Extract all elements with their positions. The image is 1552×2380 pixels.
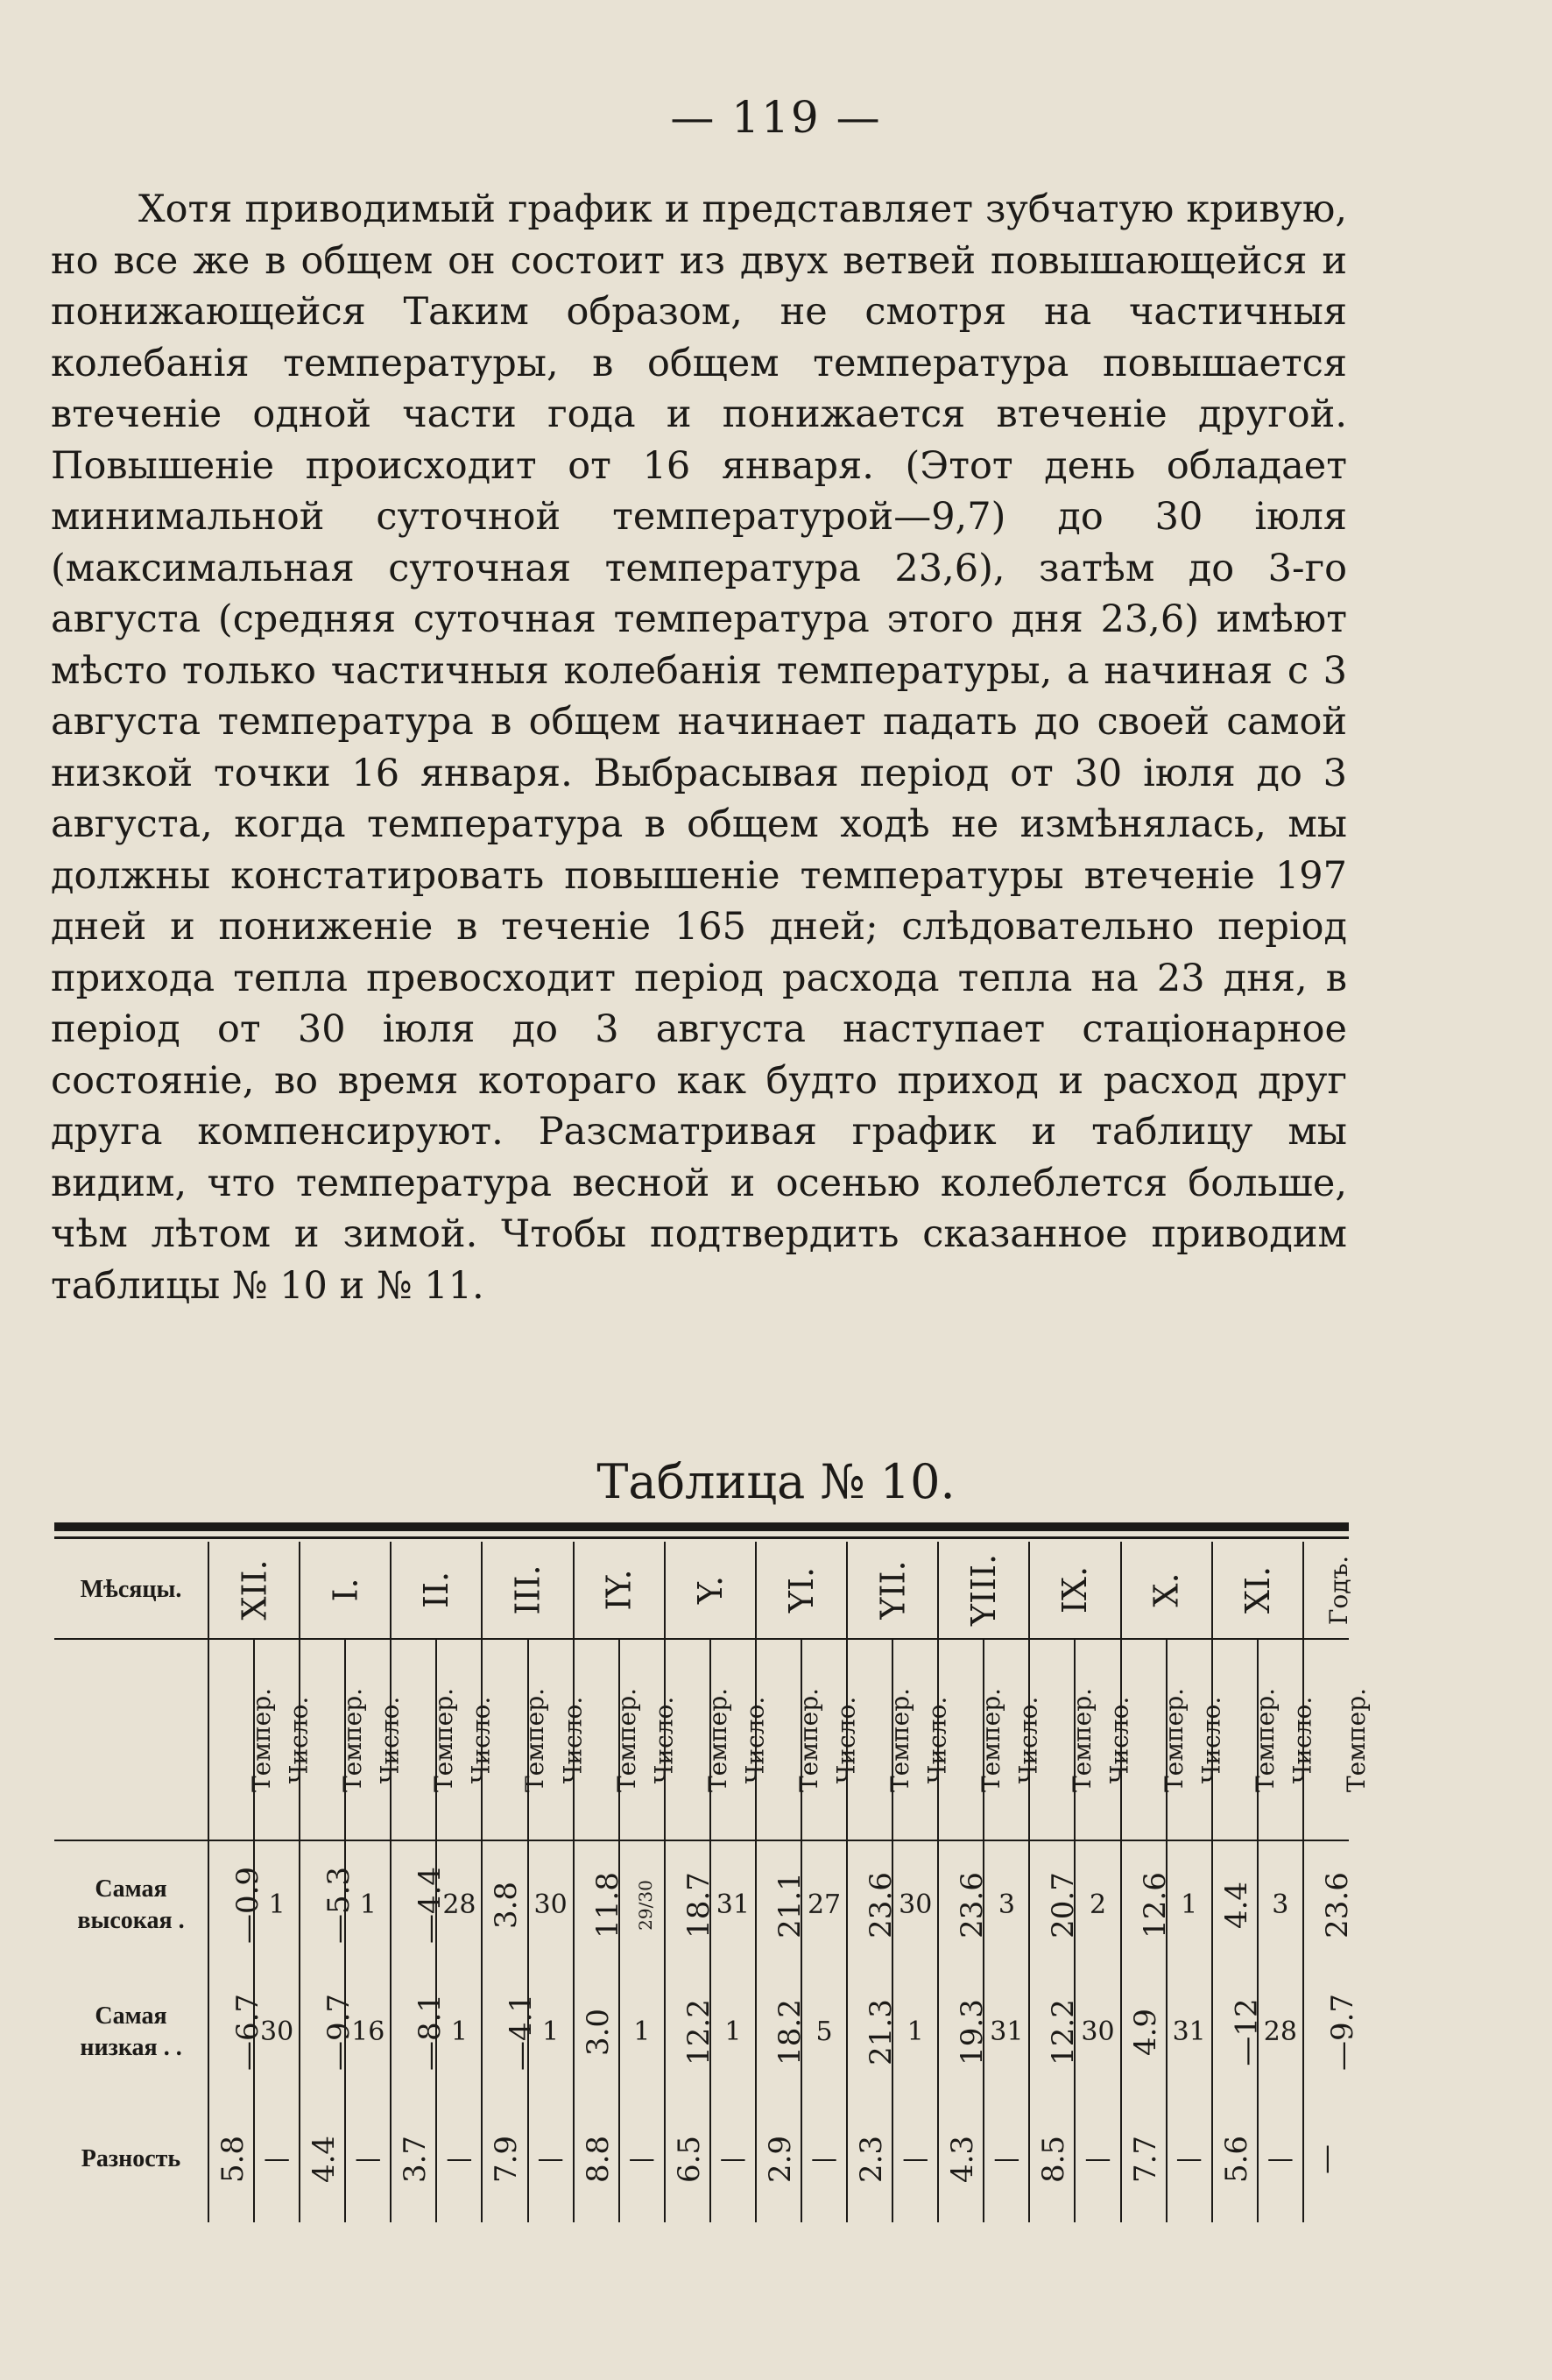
month-label: YII. (873, 1560, 913, 1620)
temperature-value: 18.2 (772, 1998, 808, 2066)
sub-header-label: Темпер. (611, 1687, 641, 1792)
table-cell (892, 2095, 938, 2222)
temperature-value: 3.0 (580, 2008, 616, 2056)
table-cell (710, 1968, 756, 2095)
sub-header-label: Темпер. (247, 1687, 277, 1792)
table-cell (528, 1840, 574, 1968)
table-cell (710, 2095, 756, 2222)
table-row (54, 1968, 1349, 2095)
sub-header-label: Число. (466, 1696, 496, 1783)
table-cell (619, 1840, 665, 1968)
table-cell (938, 2095, 984, 2222)
table-top-rule-thin (54, 1536, 1349, 1539)
day-value: 31 (716, 1889, 750, 1920)
day-value: — (1266, 2143, 1294, 2174)
temperature-value: 3.7 (398, 2135, 434, 2183)
month-cell (300, 1542, 391, 1639)
day-value: — (1175, 2143, 1203, 2174)
month-label: XII. (235, 1559, 274, 1621)
table-cell (801, 1968, 847, 2095)
table-cell (756, 1968, 808, 2095)
table-cell (938, 1840, 991, 1968)
temperature-value: — (1309, 2143, 1344, 2174)
table-cell (1212, 1968, 1265, 2095)
table-cell (1075, 1840, 1120, 1968)
table-cell (436, 2095, 482, 2222)
temperature-value: 20.7 (1046, 1871, 1082, 1939)
sub-header-blank (54, 1639, 208, 1840)
table-cell (665, 1840, 716, 1968)
temperature-value: —8.1 (413, 1993, 448, 2071)
temperature-value: —5.3 (321, 1866, 357, 1944)
day-value: 3 (998, 1889, 1015, 1920)
sub-header-label: Темпер. (702, 1687, 732, 1792)
table-cell (345, 2095, 391, 2222)
sub-header-label: Число. (740, 1696, 770, 1783)
temperature-value: 8.8 (580, 2135, 616, 2183)
day-value: 30 (899, 1889, 933, 1920)
sub-header-label: Число. (1104, 1696, 1134, 1783)
table-cell (1029, 1840, 1082, 1968)
day-value: 30 (260, 2016, 294, 2047)
temperature-value: —12 (1229, 1997, 1265, 2066)
table-cell (1258, 1840, 1303, 1968)
table-cell (619, 2095, 665, 2222)
table-cell (665, 1968, 716, 2095)
table-cell (1075, 1968, 1120, 2095)
day-value: — (264, 2143, 291, 2174)
table-cell (1029, 2095, 1075, 2222)
sub-header-label: Темпер. (794, 1687, 823, 1792)
temperature-value: 4.9 (1127, 2008, 1163, 2056)
temperature-value: 7.7 (1127, 2135, 1163, 2183)
month-cell (1212, 1542, 1303, 1639)
month-label: IX. (1055, 1565, 1095, 1614)
temperature-value: 4.4 (307, 2135, 342, 2183)
month-label: I. (326, 1578, 365, 1602)
temperature-value: 3.8 (489, 1881, 525, 1929)
table-cell (1303, 1840, 1355, 1968)
table-cell (938, 1968, 991, 2095)
temperature-value: 7.9 (489, 2135, 525, 2183)
table-cell (1212, 1840, 1258, 1968)
table-cell (482, 1840, 527, 1968)
table-cell (254, 2095, 300, 2222)
month-header: Мѣсяцы. (54, 1542, 208, 1639)
table-cell (482, 1968, 540, 2095)
temperature-value: —0.9 (230, 1866, 266, 1944)
day-value: 1 (450, 2016, 468, 2047)
day-value: 28 (1263, 2016, 1297, 2047)
month-label: XI. (1238, 1565, 1277, 1614)
day-value: 1 (724, 2016, 742, 2047)
row-label: Самая низкая . . (80, 2002, 182, 2061)
month-cell (665, 1542, 756, 1639)
day-value: 1 (542, 2016, 560, 2047)
table-cell (1303, 2095, 1349, 2222)
sub-header-label: Число. (1196, 1696, 1225, 1783)
table-cell (574, 1968, 619, 2095)
temperature-value: 23.6 (863, 1871, 899, 1939)
sub-header-label: Число. (557, 1696, 587, 1783)
table-cell (1167, 1968, 1212, 2095)
table-cell (208, 2095, 254, 2222)
table-cell (482, 2095, 527, 2222)
day-value: 1 (633, 2016, 651, 2047)
table-cell (984, 2095, 1029, 2222)
temperature-value: 6.5 (671, 2135, 707, 2183)
day-value: 31 (1172, 2016, 1206, 2047)
day-value: 2 (1089, 1889, 1107, 1920)
day-value: 5 (815, 2016, 833, 2047)
sub-header-label: Темпер. (1250, 1687, 1280, 1792)
sub-header-cell (208, 1639, 277, 1840)
page-number: — 119 — (670, 92, 882, 143)
table-cell (1121, 1840, 1173, 1968)
table-cell (801, 1840, 847, 1968)
month-cell (938, 1542, 1029, 1639)
temperature-value: 21.3 (863, 1998, 899, 2066)
table-cell (665, 2095, 710, 2222)
table-cell (391, 1840, 448, 1968)
table-cell (847, 1840, 899, 1968)
temperature-value: 21.1 (772, 1871, 808, 1939)
table-cell (984, 1840, 1029, 1968)
table-cell (1167, 1840, 1212, 1968)
temperature-value: 4.4 (1218, 1881, 1254, 1929)
month-cell (1121, 1542, 1212, 1639)
table-cell (984, 1968, 1029, 2095)
table-cell (1212, 2095, 1258, 2222)
table-cell (208, 1968, 266, 2095)
day-value: — (811, 2143, 838, 2174)
day-value: 30 (533, 1889, 568, 1920)
table-row (54, 1840, 1349, 1968)
day-value: — (537, 2143, 564, 2174)
table-cell (847, 2095, 892, 2222)
table-row (54, 2095, 1349, 2222)
table-cell (1121, 1968, 1167, 2095)
row-label: Разность (81, 2144, 181, 2172)
table-cell (300, 1968, 357, 2095)
table-cell (1075, 2095, 1120, 2222)
temperature-value: 12.6 (1137, 1871, 1173, 1939)
sub-header-label: Темпер. (885, 1687, 915, 1792)
sub-header-label: Число. (648, 1696, 678, 1783)
day-value: 28 (442, 1889, 476, 1920)
day-value: 3 (1272, 1889, 1289, 1920)
temperature-value: 18.7 (681, 1871, 716, 1939)
year-cell (1303, 1542, 1354, 1639)
table-cell (208, 1840, 266, 1968)
table-cell (300, 2095, 345, 2222)
sub-header-label: Число. (831, 1696, 861, 1783)
sub-header-label: Число. (375, 1696, 405, 1783)
sub-header-label: Темпер. (1068, 1687, 1097, 1792)
sub-header-label: Темпер. (429, 1687, 459, 1792)
month-label: YIII. (964, 1553, 1004, 1627)
sub-header-label: Темпер. (338, 1687, 368, 1792)
day-value: 30 (1081, 2016, 1115, 2047)
table-cell (1258, 2095, 1303, 2222)
day-value: 1 (268, 1889, 286, 1920)
row-label: Самая высокая . (77, 1875, 185, 1934)
temperature-value: 2.3 (854, 2135, 890, 2183)
temperature-value: 2.9 (762, 2135, 798, 2183)
temperature-value: 5.6 (1218, 2135, 1254, 2183)
day-value: — (902, 2143, 929, 2174)
day-value: — (446, 2143, 473, 2174)
day-value: — (993, 2143, 1020, 2174)
table-cell (300, 1840, 357, 1968)
temperature-value: —9.7 (321, 1993, 357, 2071)
data-table (54, 1522, 1371, 2223)
month-label: III. (508, 1564, 547, 1615)
table-cell (574, 2095, 619, 2222)
sub-header-label: Темпер. (1159, 1687, 1189, 1792)
temperature-value: —4.4 (413, 1866, 448, 1944)
day-value: 16 (351, 2016, 385, 2047)
temperature-value: 23.6 (955, 1871, 991, 1939)
day-value: — (628, 2143, 655, 2174)
sub-header-label: Число. (1013, 1696, 1043, 1783)
temperature-value: 11.8 (589, 1871, 625, 1939)
temperature-value: 8.5 (1036, 2135, 1072, 2183)
temperature-value: —4.1 (504, 1993, 540, 2071)
month-label: IY. (599, 1569, 638, 1611)
day-value: — (355, 2143, 382, 2174)
day-value: 29/30 (634, 1879, 656, 1931)
day-value: 1 (1181, 1889, 1198, 1920)
table-cell (756, 1840, 808, 1968)
table-cell (1029, 1968, 1082, 2095)
month-label: YI. (782, 1566, 822, 1614)
temperature-value: 23.6 (1319, 1871, 1355, 1939)
month-cell (1029, 1542, 1120, 1639)
month-label: II. (417, 1571, 456, 1609)
table-cell (391, 1968, 448, 2095)
table-cell (710, 1840, 756, 1968)
table-cell (892, 1968, 938, 2095)
sub-header-label: Темпер. (977, 1687, 1006, 1792)
table-cell (892, 1840, 938, 1968)
table-top-rule (54, 1522, 1349, 1531)
table-cell (619, 1968, 665, 2095)
sub-header-label: Темпер. (1341, 1687, 1371, 1792)
sub-header-label: Темпер. (520, 1687, 550, 1792)
temperature-value: 12.2 (681, 1998, 716, 2066)
temperature-value: 12.2 (1046, 1998, 1082, 2066)
temperature-value: 4.3 (945, 2135, 981, 2183)
table-cell (1303, 1968, 1360, 2095)
table-cell (1121, 2095, 1167, 2222)
table-title: Таблица № 10. (596, 1454, 956, 1509)
table-cell (391, 2095, 436, 2222)
day-value: — (719, 2143, 746, 2174)
month-cell (482, 1542, 573, 1639)
month-cell (847, 1542, 938, 1639)
month-cell (756, 1542, 847, 1639)
day-value: 31 (990, 2016, 1024, 2047)
month-label: X. (1146, 1572, 1186, 1607)
temperature-value: 19.3 (955, 1998, 991, 2066)
day-value: — (1084, 2143, 1111, 2174)
paragraph: Хотя приводимый график и представляет зубчатую кривую, но все же в общем он состоит из двух ветвей повышающейся и понижающейся Таким образом, не смотря на частичныя колебанія температуры, в общем температура повышается втеченіе одной части года и понижается втеченіе другой. Повышеніе происходит от 16 января. (Этот день обладает минимальной суточной температурой—9,7) до 30 іюля (максимальная суточная температура 23,6), затѣм до 3-го августа (средняя суточная температура этого дня 23,6) имѣют мѣсто только частичныя колебанія температуры, а начиная с 3 августа температура в общем начинает падать до своей самой низкой точки 16 января. Выбрасывая період от 30 іюля до 3 августа, когда температура в общем ходѣ не измѣнялась, мы должны констатировать повышеніе температуры втеченіе 197 дней и пониженіе в теченіе 165 дней; слѣдовательно період прихода тепла превосходит період расхода тепла на 23 дня, в період от 30 іюля до 3 августа наступает стаціонарное состояніе, во время котораго как будто приход и расход друг друга компенсируют. Разсматривая график и таблицу мы видим, что температура весной и осенью колеблется больше, чѣм лѣтом и зимой. Чтобы подтвердить сказанное приводим таблицы № 10 и № 11. (51, 187, 1347, 1308)
sub-header-label: Число. (922, 1696, 952, 1783)
sub-header-label: Число. (1287, 1696, 1317, 1783)
body-text (51, 184, 1347, 1311)
month-cell (574, 1542, 665, 1639)
temperature-table (54, 1542, 1371, 2222)
temperature-value: —9.7 (1324, 1993, 1360, 2071)
table-cell (756, 2095, 801, 2222)
month-cell (208, 1542, 300, 1639)
table-cell (528, 2095, 574, 2222)
table-cell (801, 2095, 847, 2222)
month-label: Y. (690, 1575, 730, 1605)
temperature-value: —6.7 (230, 1993, 266, 2071)
year-label: Годъ. (1324, 1555, 1354, 1625)
day-value: 27 (807, 1889, 842, 1920)
temperature-value: 5.8 (215, 2135, 251, 2183)
day-value: 1 (907, 2016, 924, 2047)
table-cell (847, 1968, 899, 2095)
sub-header-label: Число. (284, 1696, 314, 1783)
table-cell (574, 1840, 625, 1968)
month-cell (391, 1542, 482, 1639)
day-value: 1 (359, 1889, 377, 1920)
table-cell (1167, 2095, 1212, 2222)
